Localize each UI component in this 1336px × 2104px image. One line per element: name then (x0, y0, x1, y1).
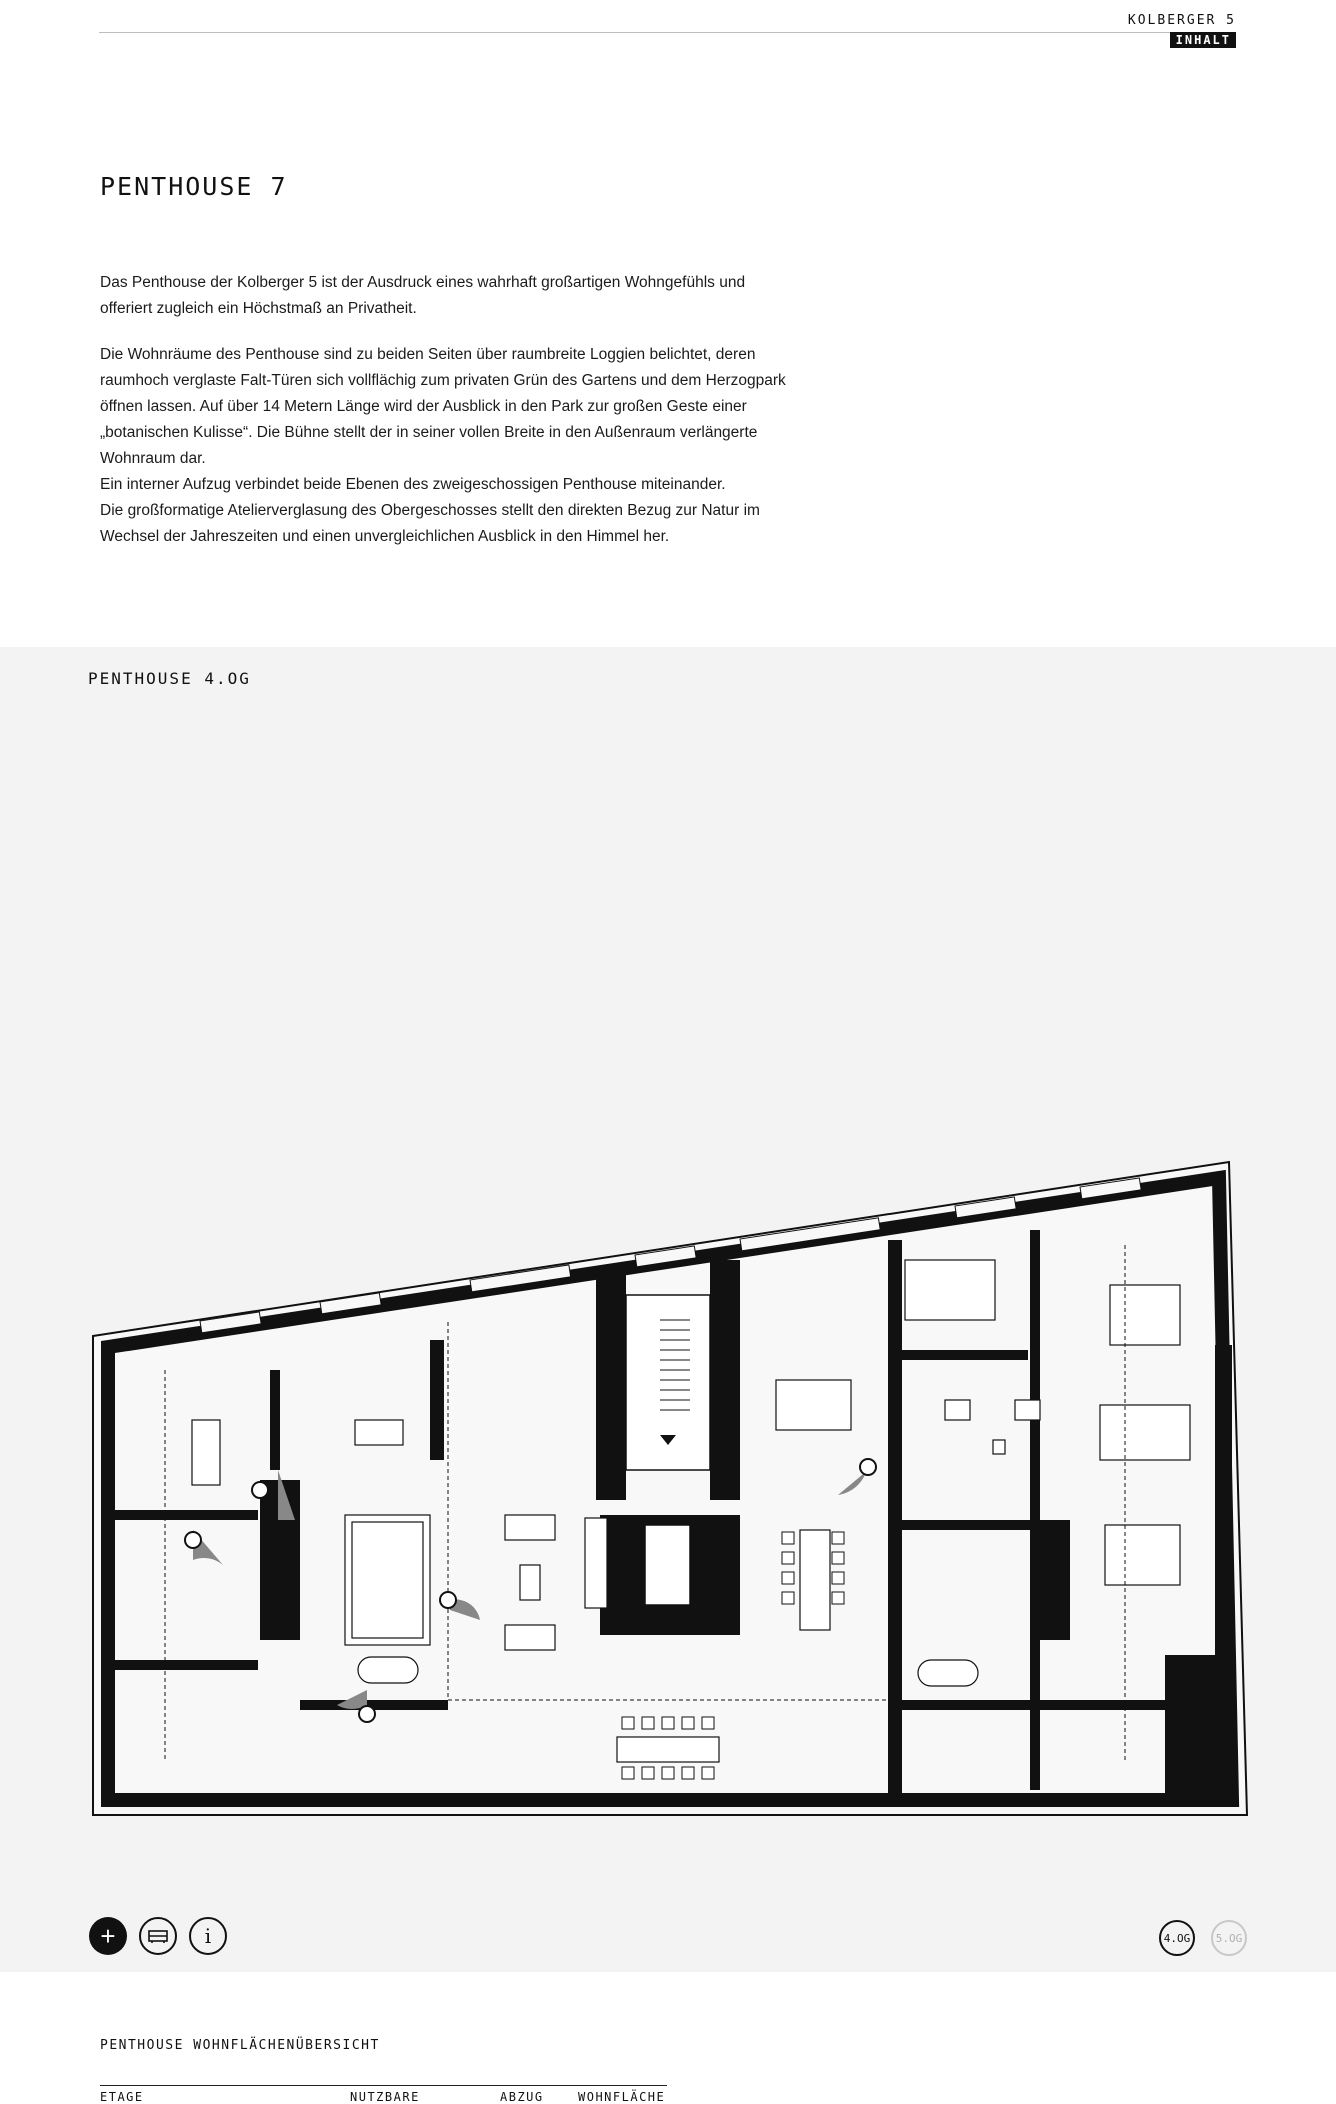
floor-plan-section (0, 647, 1336, 1972)
menu-button[interactable]: INHALT (1170, 32, 1236, 48)
floor-button-4og[interactable]: 4.OG (1159, 1920, 1195, 1956)
table-divider (100, 2085, 667, 2086)
floor-button-5og[interactable]: 5.OG (1211, 1920, 1247, 1956)
intro-text (100, 270, 840, 570)
table-header-abzug: ABZUG (500, 2090, 544, 2104)
furniture-icon (148, 1928, 168, 1944)
intro-paragraph: Die Wohnräume des Penthouse sind zu beiden Seiten über raumbreite Loggien belichtet, deren raumhoch verglaste Falt-Türen sich vollflächig zum privaten Grün des Gartens und dem Herzogpark öffnen lassen. Auf über 14 Metern Länge wird der Ausblick in den Park zur großen Geste einer „botanischen Kulisse“. Die Bühne stellt der in seiner vollen Breite in den Außenraum verlängerte Wohnraum dar. Ein interner Aufzug verbindet beide Ebenen des zweigeschossigen Penthouse miteinander. Die großformatige Atelierverglasung des Obergeschosses stellt den direkten Bezug zur Natur im Wechsel der Jahreszeiten und einen unvergleichlichen Ausblick in den Himmel her. (100, 346, 786, 545)
header-divider (99, 32, 1236, 33)
plan-title: PENTHOUSE 4.OG (88, 669, 251, 688)
overview-title: PENTHOUSE WOHNFLÄCHENÜBERSICHT (100, 2038, 380, 2053)
info-icon: i (204, 1924, 212, 1948)
plus-button[interactable] (89, 1917, 127, 1955)
plus-icon: + (100, 1921, 116, 1951)
table-header-etage: ETAGE (100, 2090, 144, 2104)
table-header-wohnflaeche: WOHNFLÄCHE (578, 2090, 666, 2104)
furniture-toggle-button[interactable] (139, 1917, 177, 1955)
page-title: PENTHOUSE 7 (100, 172, 288, 201)
info-button[interactable] (189, 1917, 227, 1955)
intro-paragraph: Das Penthouse der Kolberger 5 ist der Ausdruck eines wahrhaft großartigen Wohngefühls und offeriert zugleich ein Höchstmaß an Privatheit. (100, 274, 746, 317)
table-header-nutzbare: NUTZBARE (350, 2090, 420, 2104)
brand-title[interactable]: KOLBERGER 5 (1127, 13, 1236, 28)
floor-plan-drawing (0, 647, 1336, 1972)
